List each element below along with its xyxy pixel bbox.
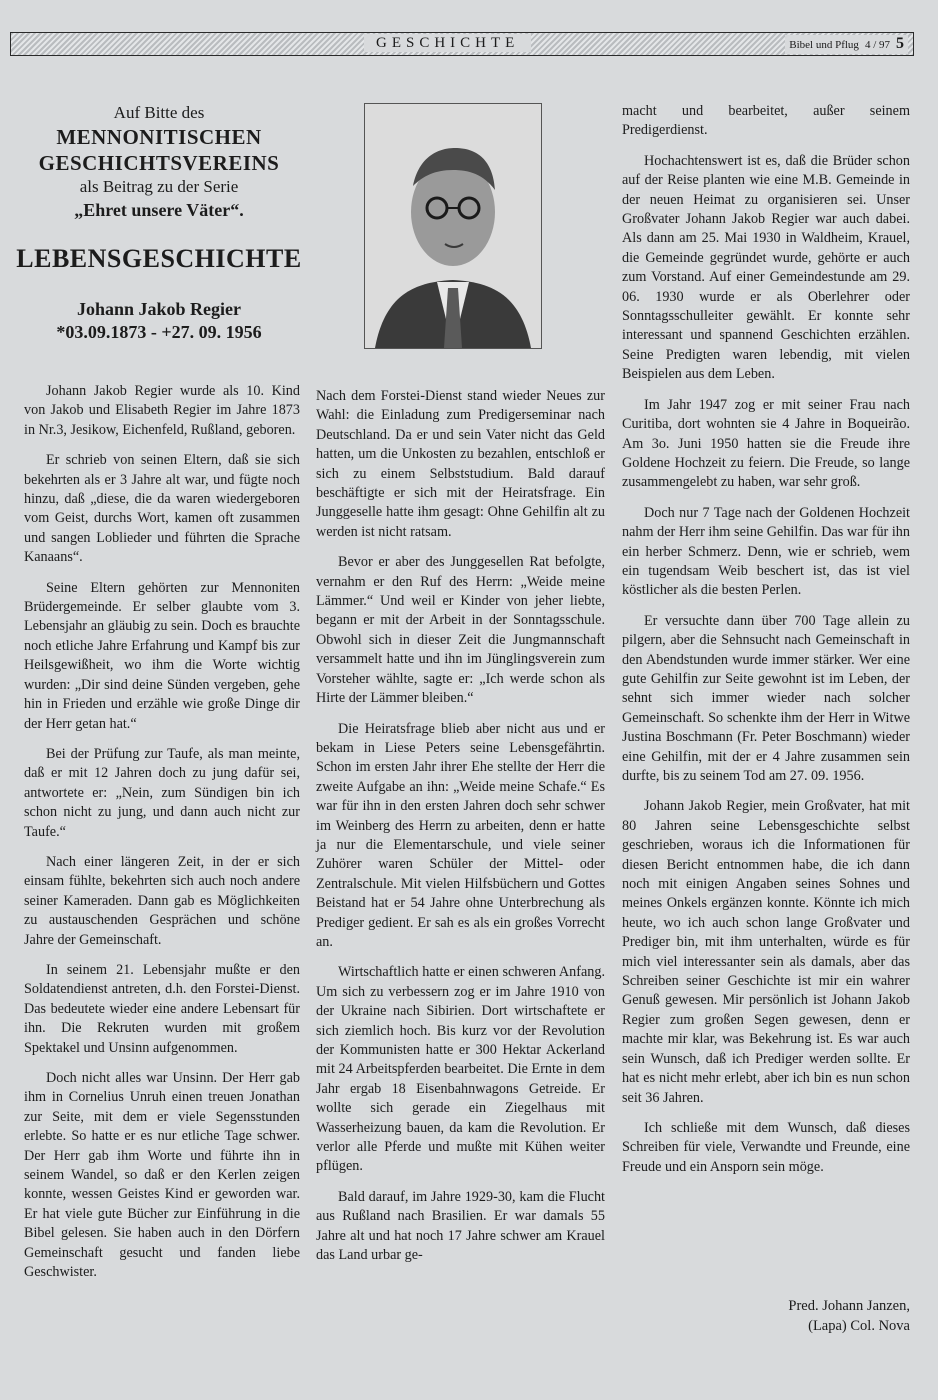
publication-name: Bibel und Pflug bbox=[789, 39, 859, 51]
paragraph-continued: macht und bearbeitet, außer seinem Predigerdienst. bbox=[622, 103, 910, 139]
paragraph: Wirtschaftlich hatte er einen schweren Anfang. Um sich zu verbessern zog er im Jahre 1910 von der Ukraine nach Sibirien. Dort wirtschaftete er sich ziemlich hoch. Bis kurz vor der Revolution der Kommunisten hatte er 300 Hektar Ackerland mit 24 Arbeitspferden bearbeitet. Die Ernte in dem Jahr ergab 18 Eisenbahnwagons Getreide. Er wollte sich gerade ein Ziegelhaus mit Wasserheizung bauen, da kam die Revolution. Er verlor alle Pferde und mußte mit Kühen weiter pflügen. bbox=[316, 964, 605, 1175]
signature-line-1: Pred. Johann Janzen, bbox=[788, 1298, 910, 1314]
paragraph: Hochachtenswert ist es, daß die Brüder schon auf der Reise planten wie eine M.B. Gemeinde in der neuen Heimat zu organisieren sei. Unser Großvater Johann Jakob Regier war auch dabei. Als dann am 25. Mai 1930 in Waldheim, Krauel, die Gemeinde gegründet wurde, gehörte er auch zum Vorstand. Auf einer Gemeindestunde am 29. 06. 1930 wurde er als Oberlehrer oder Sonntagsschulleiter gewählt. Er konnte sehr interessant und spannend Geschichten erzählen. Seine Predigten waren lebendig, mit vielen Beispielen aus dem Leben. bbox=[622, 152, 910, 383]
signature-block bbox=[788, 1296, 910, 1336]
column-2 bbox=[316, 387, 605, 1276]
paragraph: Johann Jakob Regier, mein Großvater, hat mit 80 Jahren seine Lebensgeschichte selbst geschrieben, woraus ich die Informationen für diesen Bericht entnommen habe, die ich dann noch mit einigen Angaben seines Sohnes und meines Onkels ergänzen konnte. Könnte ich mich heute, wo ich auch schon lange Großvater und Prediger bin, mit ihm unterhalten, würde es für mich viel interessanter sein als damals, aber das Schreiben seiner Geschichte ist mir ein wahrer Genuß gewesen. Mir persönlich ist Johann Jakob Regier zum großen Segen gewesen, denn er machte mir klar, was Bekehrung ist. Es war auch sein Wunsch, daß ich Prediger werden sollte. Er hat es nicht mehr erlebt, aber ich bin es nun schon seit 36 Jahren. bbox=[622, 798, 910, 1106]
paragraph: Seine Eltern gehörten zur Mennoniten Brüdergemeinde. Er selber glaubte vom 3. Lebensjahr an gläubig zu sein. Doch es brauchte noch etliche Jahre Erfahrung und Kampf bis zur Heilsgewißheit, wo ihm die Worte wichtig wurden: „Dir sind deine Sünden vergeben, gehe hin in Frieden und erzähle wie große Dinge dir der Herr getan hat.“ bbox=[24, 579, 300, 732]
intro-line-3: GESCHICHTSVEREINS bbox=[38, 151, 280, 175]
paragraph: Im Jahr 1947 zog er mit seiner Frau nach Curitiba, dort wohnten sie 4 Jahre in Boqueirão. Am 3o. Juni 1950 hatten sie die Freude ihre Goldene Hochzeit zu feiern. Die Freude, so lange zusammengelebt zu haben, war sehr groß. bbox=[622, 396, 910, 491]
intro-block bbox=[14, 102, 304, 222]
signature-line-2: (Lapa) Col. Nova bbox=[808, 1318, 910, 1334]
page-number: 5 bbox=[896, 35, 904, 52]
intro-line-5: „Ehret unsere Väter“. bbox=[74, 200, 244, 220]
subject-name: Johann Jakob Regier bbox=[76, 299, 242, 319]
intro-line-1: Auf Bitte des bbox=[113, 103, 205, 122]
paragraph: Bald darauf, im Jahre 1929-30, kam die Flucht aus Rußland nach Brasilien. Er war damals 55 Jahre alt und hat noch 17 Jahre schwer am Krauel das Land urbar ge- bbox=[316, 1188, 605, 1264]
portrait-photo-icon bbox=[365, 104, 541, 348]
portrait-photo bbox=[364, 103, 542, 349]
intro-line-2: MENNONITISCHEN bbox=[56, 125, 262, 149]
column-3 bbox=[622, 102, 910, 1188]
section-label: GESCHICHTE bbox=[364, 34, 531, 52]
column-1 bbox=[24, 382, 300, 1293]
paragraph: Er versuchte dann über 700 Tage allein zu pilgern, aber die Sehnsucht nach Gemeinschaft in den Abendstunden wurde immer stärker. Wer eine gute Gehilfin zur Seite gewohnt ist im Leben, der sehnt sich immer wieder nach solcher Gemeinschaft. So schenkte ihm der Herr in Witwe Justina Boschmann (Fr. Peter Boschmann) wieder eine Gehilfin, mit der er 4 Jahre zusammen sein durfte, bis zu seinem Tod am 27. 09. 1956. bbox=[622, 612, 910, 784]
paragraph: Johann Jakob Regier wurde als 10. Kind von Jakob und Elisabeth Regier im Jahre 1873 in Nr.3, Jesikow, Eichenfeld, Rußland, geboren. bbox=[24, 383, 300, 438]
subject-block bbox=[14, 298, 304, 344]
paragraph: Die Heiratsfrage blieb aber nicht aus und er bekam in Liese Peters seine Lebensgefährtin. Schon im ersten Jahr ihrer Ehe stellte der Herr die zweite Aufgabe an ihn: „Weide meine Schafe.“ Es war für ihn in den ersten Jahren doch sehr schwer im Weinberg des Herrn zu arbeiten, denn er hatte ja nur die Elementarschule, und viele seiner Zuhörer waren Schüler der Mittel- oder Zentralschule. Mit vielen Hilfsbüchern und Gottes Beistand hat er 54 Jahre ohne Unterbrechung als Prediger gedient. Er sah es als ein großes Vorrecht an. bbox=[316, 720, 605, 950]
paragraph: Nach einer längeren Zeit, in der er sich einsam fühlte, bekehrten sich auch noch andere seiner Kameraden. Dann gab es Möglichkeiten zu austauschenden Gesprächen und schöne Jahre der Gemeinschaft. bbox=[24, 853, 300, 948]
paragraph: Er schrieb von seinen Eltern, daß sie sich bekehrten als er 3 Jahre alt war, und fügte noch hinzu, daß „diese, die da waren wiedergeboren vom Geist, durchs Wort, kamen oft zusammen und sangen Loblieder und führten die Sprache Kanaans“. bbox=[24, 452, 300, 566]
paragraph: Doch nur 7 Tage nach der Goldenen Hochzeit nahm der Herr ihm seine Gehilfin. Das war für ihn ein herber Schmerz. Denn, wie er schrieb, wem ein tugendsam Weib beschert ist, das ist viel köstlicher als die besten Perlen. bbox=[622, 504, 910, 599]
paragraph: Bei der Prüfung zur Taufe, als man meinte, daß er mit 12 Jahren doch zu jung dafür sei, antwortete er: „Nein, zum Sündigen bin ich schon nicht zu jung, und dann auch nicht zur Taufe.“ bbox=[24, 745, 300, 840]
paragraph: Bevor er aber des Junggesellen Rat befolgte, vernahm er den Ruf des Herrn: „Weide meine Lämmer.“ Und weil er Kinder von jeher liebte, begann er mit der Arbeit in der Sonntagsschule. Obwohl sich in dieser Zeit die Jungmannschaft versammelt hatte und ihn im Jünglingsverein zum Vorsteher wählte, sagte er: „Ich werde schon als Hirte der Lämmer bleiben.“ bbox=[316, 554, 605, 707]
issue-number: 4 / 97 bbox=[864, 39, 890, 51]
paragraph: Ich schließe mit dem Wunsch, daß dieses Schreiben für viele, Verwandte und Freunde, eine Freude und ein Ansporn sein möge. bbox=[622, 1119, 910, 1175]
header-publication-info bbox=[785, 35, 908, 54]
paragraph: Nach dem Forstei-Dienst stand wieder Neues zur Wahl: die Einladung zum Predigerseminar nach Deutschland. Da er und sein Vater nicht das Geld hatten, um die Unkosten zu bezahlen, entschloß er sich zu einem Selbststudium. Bald darauf beschäftigte er sich mit der Heiratsfrage. Ein Junggeselle hatte ihm gesagt: Ohne Gehilfin alt zu werden ist nicht ratsam. bbox=[316, 388, 605, 540]
paragraph: Doch nicht alles war Unsinn. Der Herr gab ihm in Cornelius Unruh einen treuen Jonathan zur Seite, mit dem er viele Segensstunden erlebte. So hatte er es nur etliche Tage schwer. Der Herr gab ihm Worte und führte ihn in seinem Wandel, so daß er den Kerlen zeigen konnte, wessen Geistes Kind er geworden war. Er hat viele gute Bücher zur Einführung in die Bibel gelesen. Sie haben auch in den Dörfern Gemeinschaft gesucht und fanden liebe Geschwister. bbox=[24, 1070, 300, 1281]
intro-line-4: als Beitrag zu der Serie bbox=[79, 177, 239, 196]
paragraph: In seinem 21. Lebensjahr mußte er den Soldatendienst antreten, d.h. den Forstei-Dienst. Das bedeutete wieder eine andere Lebensart für ihn. Die Rekruten wurden mit großem Spektakel und Unsinn aufgenommen. bbox=[24, 961, 300, 1056]
article-title: LEBENSGESCHICHTE bbox=[16, 244, 302, 273]
subject-dates: *03.09.1873 - +27. 09. 1956 bbox=[56, 322, 262, 342]
